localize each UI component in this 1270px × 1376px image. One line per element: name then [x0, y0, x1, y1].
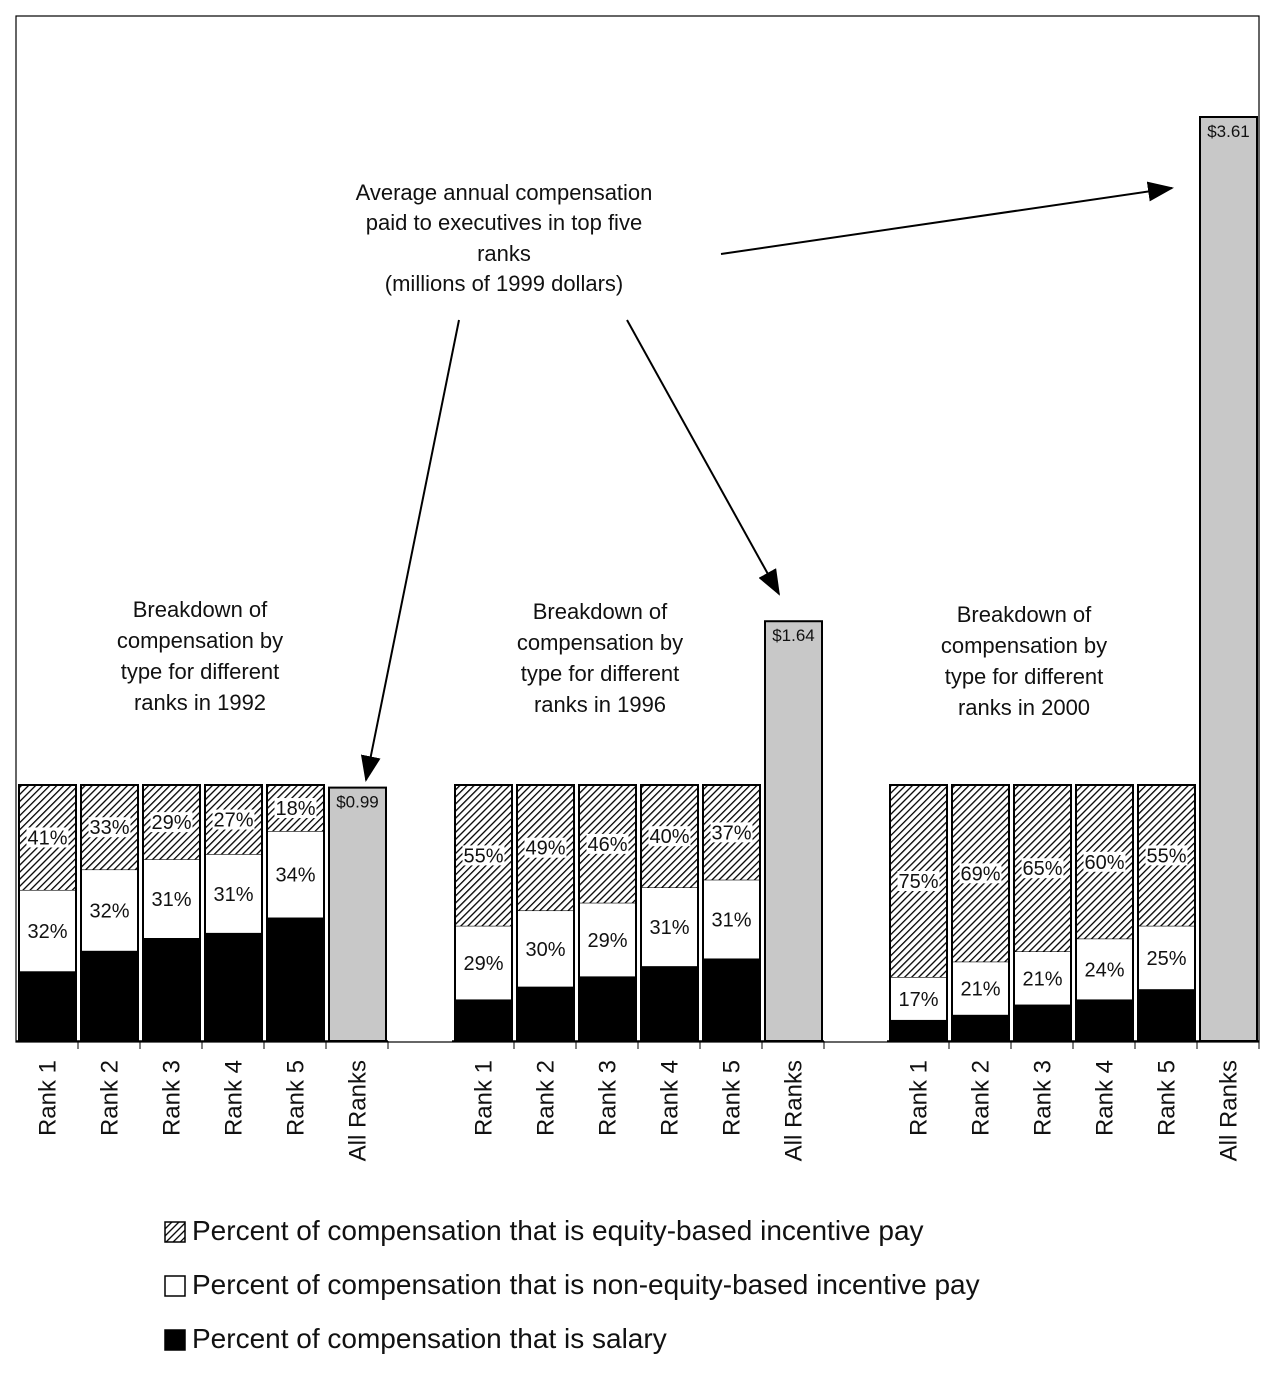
legend-label-equity: Percent of compensation that is equity-based incentive pay	[192, 1215, 924, 1246]
tick-label-1996-4: Rank 4	[656, 1060, 684, 1137]
equity-label-1996-rank4: 40%	[649, 826, 690, 849]
nonequity-label-1996-rank2: 30%	[525, 938, 566, 961]
legend-label-nonequity: Percent of compensation that is non-equity-based incentive pay	[192, 1269, 980, 1300]
tick-label-1992-3: Rank 3	[158, 1060, 186, 1137]
tick-label-2000-4: Rank 4	[1091, 1060, 1119, 1137]
group-note-line-1992-2: compensation by	[116, 628, 284, 653]
nonequity-label-1996-rank4: 31%	[649, 917, 690, 940]
bar-salary-2000-rank3	[1014, 1005, 1071, 1041]
equity-label-1992-rank3: 29%	[151, 812, 192, 835]
tick-label-2000-2: Rank 2	[967, 1060, 995, 1137]
equity-label-1996-rank2: 49%	[525, 837, 566, 860]
group-note-line-1996-3: type for different	[520, 661, 680, 686]
group-note-line-1992-4: ranks in 1992	[133, 690, 267, 715]
bar-salary-1996-rank5	[703, 959, 760, 1041]
group-notes	[117, 597, 1107, 720]
bars-layer	[19, 117, 1257, 1041]
tick-label-1992-4: Rank 4	[220, 1060, 248, 1137]
all-ranks-value-1996: $1.64	[772, 626, 815, 646]
equity-label-1992-rank2: 33%	[89, 817, 130, 840]
tick-label-2000-3: Rank 3	[1029, 1060, 1057, 1137]
tick-label-1996-5: Rank 5	[718, 1060, 746, 1137]
legend-swatch-salary	[165, 1330, 185, 1350]
nonequity-label-2000-rank5: 25%	[1146, 947, 1187, 970]
group-note-line-2000-2: compensation by	[940, 633, 1108, 658]
arrow-to-1992-total	[366, 320, 459, 780]
all-ranks-value-1992: $0.99	[336, 792, 379, 812]
nonequity-label-2000-rank2: 21%	[960, 978, 1001, 1001]
bar-salary-1996-rank1	[455, 1000, 512, 1041]
bar-salary-1992-rank3	[143, 939, 200, 1041]
nonequity-label-2000-rank4: 24%	[1084, 959, 1125, 982]
bar-salary-2000-rank5	[1138, 990, 1195, 1041]
tick-label-1992-1: Rank 1	[34, 1060, 62, 1137]
tick-label-1992-5: Rank 5	[282, 1060, 310, 1137]
tick-label-1996-3: Rank 3	[594, 1060, 622, 1137]
bar-all-ranks-2000	[1200, 117, 1257, 1041]
bar-salary-1992-rank1	[19, 972, 76, 1041]
bar-all-ranks-1992	[329, 788, 386, 1041]
group-note-line-1996-2: compensation by	[516, 630, 684, 655]
equity-label-2000-rank5: 55%	[1146, 845, 1187, 868]
group-note-line-1992-1: Breakdown of	[132, 597, 268, 622]
equity-label-2000-rank1: 75%	[898, 871, 939, 893]
bar-salary-1996-rank3	[579, 977, 636, 1041]
nonequity-label-1992-rank4: 31%	[213, 883, 254, 906]
bar-salary-1992-rank4	[205, 933, 262, 1041]
equity-label-1996-rank1: 55%	[463, 845, 504, 868]
nonequity-label-1996-rank3: 29%	[587, 929, 628, 952]
group-note-line-2000-4: ranks in 2000	[957, 695, 1091, 720]
legend-swatch-nonequity	[165, 1276, 185, 1296]
nonequity-label-1996-rank1: 29%	[463, 952, 504, 975]
equity-label-1992-rank1: 41%	[27, 827, 68, 850]
tick-label-1992-6: All Ranks	[344, 1060, 372, 1162]
tick-label-2000-5: Rank 5	[1153, 1060, 1181, 1137]
bar-salary-1992-rank2	[81, 951, 138, 1041]
nonequity-label-2000-rank3: 21%	[1022, 968, 1063, 991]
equity-label-1996-rank5: 37%	[711, 822, 752, 845]
group-note-line-1996-1: Breakdown of	[532, 599, 668, 624]
bar-salary-2000-rank1	[890, 1021, 947, 1041]
nonequity-label-1996-rank5: 31%	[711, 909, 752, 932]
annotation-line-1: Average annual compensation	[355, 180, 653, 205]
tick-label-1996-1: Rank 1	[470, 1060, 498, 1137]
equity-label-1992-rank5: 18%	[275, 798, 316, 821]
equity-label-2000-rank3: 65%	[1022, 858, 1063, 881]
nonequity-label-1992-rank5: 34%	[275, 864, 316, 887]
bar-salary-2000-rank2	[952, 1015, 1009, 1041]
arrow-to-1996-total	[627, 320, 779, 594]
bar-all-ranks-1996	[765, 621, 822, 1041]
group-note-line-1992-3: type for different	[120, 659, 280, 684]
arrow-to-2000-total	[721, 188, 1172, 254]
nonequity-label-2000-rank1: 17%	[898, 988, 939, 1011]
legend-label-salary: Percent of compensation that is salary	[192, 1323, 667, 1354]
nonequity-label-1992-rank1: 32%	[27, 920, 68, 943]
main-annotation	[356, 180, 653, 296]
legend-swatch-equity	[165, 1222, 185, 1242]
bar-salary-2000-rank4	[1076, 1000, 1133, 1041]
all-ranks-value-2000: $3.61	[1207, 122, 1250, 141]
bar-salary-1996-rank2	[517, 987, 574, 1041]
plot-frame	[16, 16, 1259, 1042]
tick-label-1996-6: All Ranks	[780, 1060, 808, 1162]
bar-salary-1996-rank4	[641, 967, 698, 1041]
equity-label-2000-rank4: 60%	[1084, 851, 1125, 874]
tick-label-2000-6: All Ranks	[1215, 1060, 1243, 1162]
nonequity-label-1992-rank3: 31%	[151, 888, 192, 911]
annotation-line-4: (millions of 1999 dollars)	[384, 271, 624, 296]
equity-label-1996-rank3: 46%	[587, 833, 628, 856]
group-note-line-2000-3: type for different	[944, 664, 1104, 689]
group-note-line-1996-4: ranks in 1996	[533, 692, 667, 717]
equity-label-2000-rank2: 69%	[960, 863, 1001, 886]
group-note-line-2000-1: Breakdown of	[956, 602, 1092, 627]
nonequity-label-1992-rank2: 32%	[89, 900, 130, 923]
x-axis-ticks	[16, 1041, 1259, 1161]
annotation-line-3: ranks	[477, 241, 531, 266]
equity-label-1992-rank4: 27%	[213, 809, 254, 832]
tick-label-1996-2: Rank 2	[532, 1060, 560, 1137]
tick-label-1992-2: Rank 2	[96, 1060, 124, 1137]
annotation-line-2: paid to executives in top five	[365, 210, 643, 235]
legend	[165, 1215, 980, 1354]
bar-salary-1992-rank5	[267, 918, 324, 1041]
tick-label-2000-1: Rank 1	[905, 1060, 933, 1137]
